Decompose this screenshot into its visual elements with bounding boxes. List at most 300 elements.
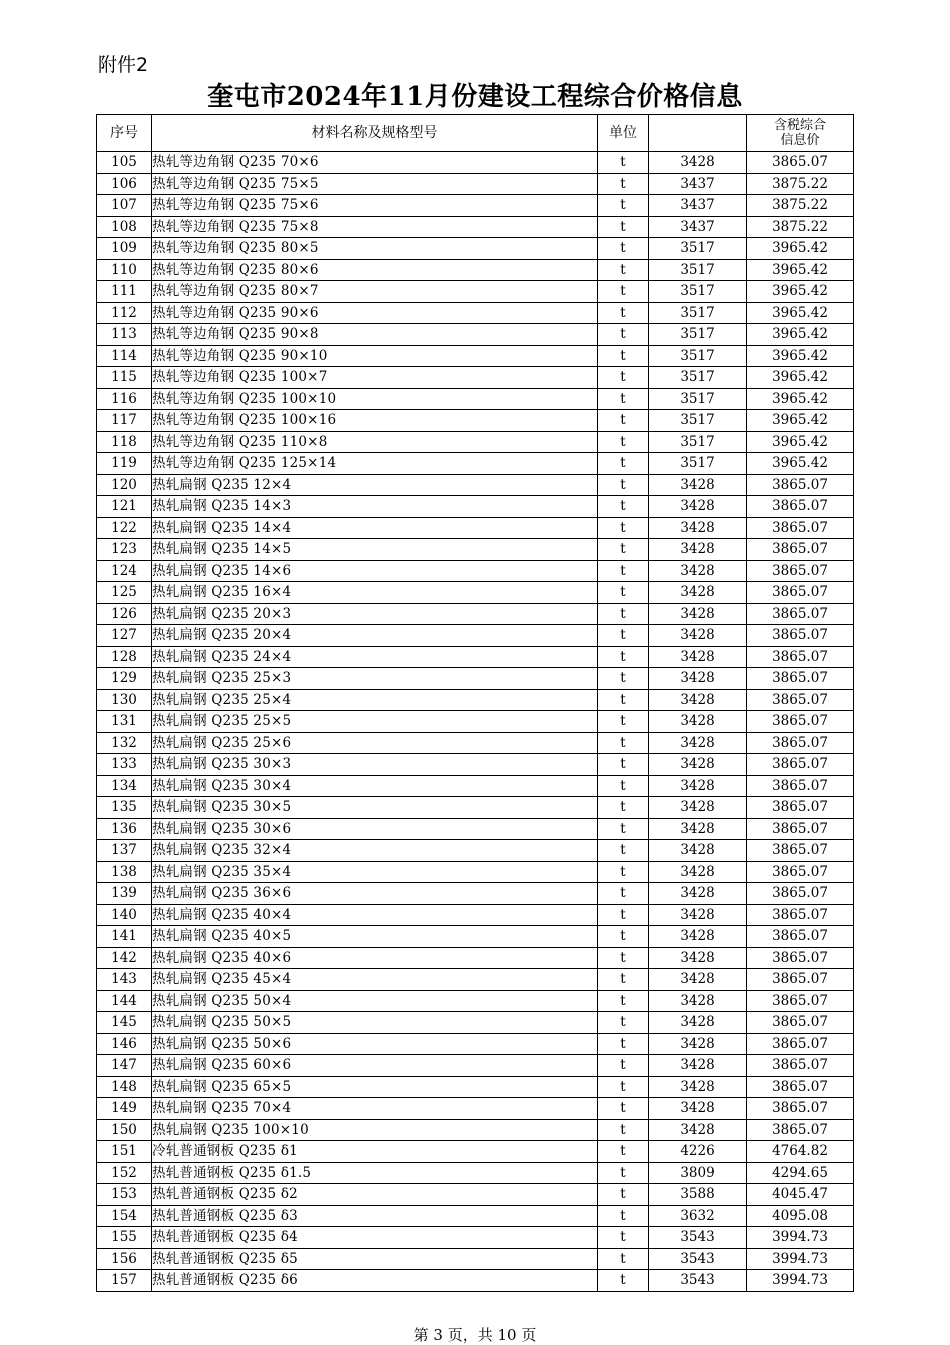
cell-name: 冷轧普通钢板 Q235 δ1	[152, 1141, 598, 1163]
cell-name: 热轧扁钢 Q235 30×6	[152, 818, 598, 840]
table-row	[97, 689, 854, 711]
cell-name: 热轧等边角钢 Q235 110×8	[152, 431, 598, 453]
cell-base-price: 3428	[649, 818, 747, 840]
cell-seq: 134	[97, 775, 152, 797]
cell-unit: t	[598, 1227, 649, 1249]
table-row	[97, 775, 854, 797]
cell-base-price: 3428	[649, 689, 747, 711]
cell-seq: 115	[97, 367, 152, 389]
cell-unit: t	[598, 646, 649, 668]
cell-base-price: 3428	[649, 517, 747, 539]
cell-base-price: 3428	[649, 969, 747, 991]
table-row	[97, 152, 854, 174]
cell-base-price: 3428	[649, 1119, 747, 1141]
cell-base-price: 3428	[649, 711, 747, 733]
cell-tax-price: 3965.42	[747, 410, 854, 432]
cell-unit: t	[598, 904, 649, 926]
cell-unit: t	[598, 1055, 649, 1077]
cell-tax-price: 3865.07	[747, 818, 854, 840]
cell-name: 热轧扁钢 Q235 20×4	[152, 625, 598, 647]
cell-unit: t	[598, 840, 649, 862]
cell-seq: 141	[97, 926, 152, 948]
cell-seq: 143	[97, 969, 152, 991]
cell-seq: 116	[97, 388, 152, 410]
cell-unit: t	[598, 603, 649, 625]
cell-seq: 129	[97, 668, 152, 690]
cell-name: 热轧普通钢板 Q235 δ5	[152, 1248, 598, 1270]
table-row	[97, 453, 854, 475]
table-row	[97, 388, 854, 410]
cell-base-price: 3809	[649, 1162, 747, 1184]
cell-seq: 124	[97, 560, 152, 582]
cell-seq: 154	[97, 1205, 152, 1227]
cell-seq: 137	[97, 840, 152, 862]
cell-tax-price: 3865.07	[747, 1012, 854, 1034]
cell-name: 热轧普通钢板 Q235 δ1.5	[152, 1162, 598, 1184]
cell-unit: t	[598, 238, 649, 260]
cell-tax-price: 3994.73	[747, 1270, 854, 1292]
table-row	[97, 496, 854, 518]
cell-base-price: 3428	[649, 947, 747, 969]
cell-name: 热轧扁钢 Q235 32×4	[152, 840, 598, 862]
cell-unit: t	[598, 732, 649, 754]
cell-seq: 151	[97, 1141, 152, 1163]
cell-unit: t	[598, 281, 649, 303]
cell-seq: 122	[97, 517, 152, 539]
cell-name: 热轧等边角钢 Q235 70×6	[152, 152, 598, 174]
header-price-line2: 信息价	[780, 133, 820, 148]
cell-unit: t	[598, 582, 649, 604]
cell-base-price: 3437	[649, 195, 747, 217]
cell-base-price: 3517	[649, 367, 747, 389]
cell-base-price: 3543	[649, 1270, 747, 1292]
cell-seq: 111	[97, 281, 152, 303]
cell-seq: 144	[97, 990, 152, 1012]
cell-name: 热轧等边角钢 Q235 75×6	[152, 195, 598, 217]
table-row	[97, 732, 854, 754]
cell-unit: t	[598, 539, 649, 561]
table-row	[97, 625, 854, 647]
cell-unit: t	[598, 818, 649, 840]
cell-name: 热轧扁钢 Q235 65×5	[152, 1076, 598, 1098]
header-unit: 单位	[598, 115, 649, 152]
cell-tax-price: 3865.07	[747, 904, 854, 926]
cell-tax-price: 3865.07	[747, 689, 854, 711]
cell-name: 热轧扁钢 Q235 14×5	[152, 539, 598, 561]
cell-name: 热轧扁钢 Q235 60×6	[152, 1055, 598, 1077]
cell-unit: t	[598, 1205, 649, 1227]
cell-base-price: 3428	[649, 861, 747, 883]
cell-unit: t	[598, 1162, 649, 1184]
cell-unit: t	[598, 367, 649, 389]
table-row	[97, 1248, 854, 1270]
cell-name: 热轧普通钢板 Q235 δ4	[152, 1227, 598, 1249]
cell-base-price: 3517	[649, 259, 747, 281]
header-name: 材料名称及规格型号	[152, 115, 598, 152]
cell-name: 热轧扁钢 Q235 20×3	[152, 603, 598, 625]
cell-seq: 132	[97, 732, 152, 754]
cell-name: 热轧普通钢板 Q235 δ3	[152, 1205, 598, 1227]
cell-name: 热轧扁钢 Q235 70×4	[152, 1098, 598, 1120]
cell-seq: 113	[97, 324, 152, 346]
table-row	[97, 861, 854, 883]
cell-name: 热轧等边角钢 Q235 80×5	[152, 238, 598, 260]
cell-tax-price: 3994.73	[747, 1227, 854, 1249]
cell-name: 热轧等边角钢 Q235 100×7	[152, 367, 598, 389]
cell-tax-price: 3875.22	[747, 216, 854, 238]
cell-tax-price: 4045.47	[747, 1184, 854, 1206]
table-row	[97, 797, 854, 819]
cell-unit: t	[598, 947, 649, 969]
cell-name: 热轧等边角钢 Q235 75×5	[152, 173, 598, 195]
table-row	[97, 195, 854, 217]
cell-unit: t	[598, 883, 649, 905]
cell-seq: 149	[97, 1098, 152, 1120]
cell-base-price: 3517	[649, 345, 747, 367]
cell-unit: t	[598, 496, 649, 518]
cell-seq: 146	[97, 1033, 152, 1055]
cell-unit: t	[598, 797, 649, 819]
cell-base-price: 3517	[649, 302, 747, 324]
cell-seq: 106	[97, 173, 152, 195]
cell-seq: 155	[97, 1227, 152, 1249]
cell-unit: t	[598, 1033, 649, 1055]
cell-unit: t	[598, 1119, 649, 1141]
cell-base-price: 3428	[649, 474, 747, 496]
cell-seq: 148	[97, 1076, 152, 1098]
cell-unit: t	[598, 302, 649, 324]
table-row	[97, 990, 854, 1012]
table-row	[97, 840, 854, 862]
cell-tax-price: 3865.07	[747, 947, 854, 969]
cell-name: 热轧扁钢 Q235 35×4	[152, 861, 598, 883]
cell-name: 热轧扁钢 Q235 40×6	[152, 947, 598, 969]
cell-unit: t	[598, 689, 649, 711]
table-row	[97, 1033, 854, 1055]
cell-unit: t	[598, 431, 649, 453]
cell-tax-price: 4294.65	[747, 1162, 854, 1184]
cell-name: 热轧普通钢板 Q235 δ6	[152, 1270, 598, 1292]
table-row	[97, 668, 854, 690]
cell-seq: 123	[97, 539, 152, 561]
cell-base-price: 3428	[649, 1033, 747, 1055]
cell-unit: t	[598, 775, 649, 797]
cell-tax-price: 3865.07	[747, 152, 854, 174]
cell-tax-price: 3965.42	[747, 388, 854, 410]
cell-unit: t	[598, 195, 649, 217]
cell-unit: t	[598, 324, 649, 346]
cell-tax-price: 3865.07	[747, 797, 854, 819]
cell-tax-price: 3865.07	[747, 861, 854, 883]
table-row	[97, 324, 854, 346]
cell-base-price: 3428	[649, 1055, 747, 1077]
cell-unit: t	[598, 517, 649, 539]
table-row	[97, 1098, 854, 1120]
cell-seq: 125	[97, 582, 152, 604]
cell-tax-price: 3865.07	[747, 775, 854, 797]
cell-base-price: 3517	[649, 431, 747, 453]
table-row	[97, 410, 854, 432]
cell-name: 热轧等边角钢 Q235 100×10	[152, 388, 598, 410]
cell-tax-price: 3865.07	[747, 1055, 854, 1077]
cell-tax-price: 3865.07	[747, 603, 854, 625]
cell-tax-price: 3865.07	[747, 1076, 854, 1098]
cell-name: 热轧扁钢 Q235 30×5	[152, 797, 598, 819]
cell-tax-price: 4095.08	[747, 1205, 854, 1227]
cell-unit: t	[598, 861, 649, 883]
cell-seq: 150	[97, 1119, 152, 1141]
table-row	[97, 1227, 854, 1249]
cell-base-price: 3428	[649, 775, 747, 797]
table-row	[97, 947, 854, 969]
cell-base-price: 3428	[649, 883, 747, 905]
cell-base-price: 3437	[649, 216, 747, 238]
table-row	[97, 216, 854, 238]
cell-name: 热轧扁钢 Q235 45×4	[152, 969, 598, 991]
cell-seq: 118	[97, 431, 152, 453]
cell-seq: 140	[97, 904, 152, 926]
cell-tax-price: 3865.07	[747, 1098, 854, 1120]
cell-seq: 139	[97, 883, 152, 905]
cell-base-price: 3428	[649, 646, 747, 668]
cell-tax-price: 3865.07	[747, 474, 854, 496]
cell-tax-price: 3865.07	[747, 754, 854, 776]
cell-seq: 107	[97, 195, 152, 217]
cell-name: 热轧扁钢 Q235 50×4	[152, 990, 598, 1012]
cell-base-price: 3517	[649, 281, 747, 303]
cell-base-price: 3632	[649, 1205, 747, 1227]
table-row	[97, 603, 854, 625]
table-row	[97, 259, 854, 281]
cell-seq: 121	[97, 496, 152, 518]
table-row	[97, 1012, 854, 1034]
cell-base-price: 3517	[649, 453, 747, 475]
cell-tax-price: 3965.42	[747, 302, 854, 324]
cell-base-price: 3428	[649, 560, 747, 582]
cell-tax-price: 3865.07	[747, 969, 854, 991]
cell-seq: 105	[97, 152, 152, 174]
table-row	[97, 539, 854, 561]
cell-tax-price: 3965.42	[747, 345, 854, 367]
cell-tax-price: 3865.07	[747, 883, 854, 905]
cell-unit: t	[598, 388, 649, 410]
cell-name: 热轧扁钢 Q235 14×4	[152, 517, 598, 539]
table-row	[97, 1119, 854, 1141]
cell-tax-price: 3865.07	[747, 517, 854, 539]
cell-base-price: 3543	[649, 1248, 747, 1270]
cell-unit: t	[598, 926, 649, 948]
cell-unit: t	[598, 1076, 649, 1098]
cell-seq: 108	[97, 216, 152, 238]
cell-name: 热轧等边角钢 Q235 100×16	[152, 410, 598, 432]
cell-seq: 119	[97, 453, 152, 475]
cell-name: 热轧扁钢 Q235 50×5	[152, 1012, 598, 1034]
header-base	[649, 115, 747, 152]
cell-seq: 110	[97, 259, 152, 281]
table-row	[97, 883, 854, 905]
table-row	[97, 1162, 854, 1184]
cell-base-price: 3428	[649, 582, 747, 604]
cell-seq: 126	[97, 603, 152, 625]
cell-name: 热轧普通钢板 Q235 δ2	[152, 1184, 598, 1206]
table-row	[97, 818, 854, 840]
cell-base-price: 3428	[649, 603, 747, 625]
cell-base-price: 3588	[649, 1184, 747, 1206]
cell-seq: 157	[97, 1270, 152, 1292]
table-row	[97, 754, 854, 776]
cell-base-price: 3428	[649, 1098, 747, 1120]
table-row	[97, 969, 854, 991]
table-row	[97, 582, 854, 604]
attachment-label: 附件2	[98, 54, 149, 76]
cell-base-price: 3517	[649, 410, 747, 432]
cell-tax-price: 3865.07	[747, 1033, 854, 1055]
cell-seq: 120	[97, 474, 152, 496]
cell-name: 热轧扁钢 Q235 25×6	[152, 732, 598, 754]
table-row	[97, 431, 854, 453]
cell-base-price: 3437	[649, 173, 747, 195]
cell-tax-price: 3865.07	[747, 732, 854, 754]
cell-tax-price: 3865.07	[747, 646, 854, 668]
cell-base-price: 3428	[649, 732, 747, 754]
cell-seq: 153	[97, 1184, 152, 1206]
table-row	[97, 1076, 854, 1098]
cell-unit: t	[598, 474, 649, 496]
cell-seq: 114	[97, 345, 152, 367]
cell-tax-price: 3875.22	[747, 173, 854, 195]
cell-seq: 142	[97, 947, 152, 969]
cell-seq: 135	[97, 797, 152, 819]
cell-tax-price: 3965.42	[747, 281, 854, 303]
cell-unit: t	[598, 1141, 649, 1163]
cell-unit: t	[598, 969, 649, 991]
cell-name: 热轧扁钢 Q235 30×3	[152, 754, 598, 776]
cell-name: 热轧扁钢 Q235 36×6	[152, 883, 598, 905]
cell-seq: 138	[97, 861, 152, 883]
cell-base-price: 3428	[649, 539, 747, 561]
cell-seq: 145	[97, 1012, 152, 1034]
cell-seq: 112	[97, 302, 152, 324]
cell-unit: t	[598, 1248, 649, 1270]
cell-tax-price: 3965.42	[747, 453, 854, 475]
cell-name: 热轧扁钢 Q235 25×4	[152, 689, 598, 711]
table-row	[97, 904, 854, 926]
cell-unit: t	[598, 259, 649, 281]
cell-seq: 136	[97, 818, 152, 840]
cell-unit: t	[598, 173, 649, 195]
cell-tax-price: 3865.07	[747, 496, 854, 518]
header-price	[747, 115, 854, 152]
cell-base-price: 3517	[649, 388, 747, 410]
cell-tax-price: 3865.07	[747, 582, 854, 604]
cell-unit: t	[598, 1184, 649, 1206]
header-price-line1: 含税综合	[773, 118, 826, 133]
cell-base-price: 3428	[649, 926, 747, 948]
cell-tax-price: 3965.42	[747, 259, 854, 281]
cell-base-price: 4226	[649, 1141, 747, 1163]
table-row	[97, 302, 854, 324]
cell-seq: 109	[97, 238, 152, 260]
cell-unit: t	[598, 1270, 649, 1292]
price-table	[96, 114, 854, 1292]
cell-name: 热轧等边角钢 Q235 80×7	[152, 281, 598, 303]
cell-name: 热轧等边角钢 Q235 90×10	[152, 345, 598, 367]
cell-base-price: 3543	[649, 1227, 747, 1249]
cell-name: 热轧扁钢 Q235 50×6	[152, 1033, 598, 1055]
cell-tax-price: 3865.07	[747, 990, 854, 1012]
table-row	[97, 1141, 854, 1163]
cell-name: 热轧扁钢 Q235 25×5	[152, 711, 598, 733]
cell-seq: 127	[97, 625, 152, 647]
page-footer: 第 3 页，共 10 页	[413, 1326, 537, 1344]
table-row	[97, 173, 854, 195]
cell-tax-price: 3965.42	[747, 367, 854, 389]
cell-name: 热轧等边角钢 Q235 75×8	[152, 216, 598, 238]
cell-base-price: 3428	[649, 625, 747, 647]
table-row	[97, 1055, 854, 1077]
cell-unit: t	[598, 754, 649, 776]
cell-base-price: 3428	[649, 1012, 747, 1034]
cell-tax-price: 3965.42	[747, 238, 854, 260]
cell-base-price: 3428	[649, 1076, 747, 1098]
cell-base-price: 3517	[649, 238, 747, 260]
cell-unit: t	[598, 990, 649, 1012]
cell-name: 热轧扁钢 Q235 40×4	[152, 904, 598, 926]
cell-name: 热轧等边角钢 Q235 90×8	[152, 324, 598, 346]
cell-tax-price: 3865.07	[747, 625, 854, 647]
page-title: 奎屯市2024年11月份建设工程综合价格信息	[207, 82, 743, 112]
cell-tax-price: 3965.42	[747, 324, 854, 346]
cell-base-price: 3428	[649, 152, 747, 174]
cell-tax-price: 3875.22	[747, 195, 854, 217]
cell-unit: t	[598, 560, 649, 582]
cell-base-price: 3517	[649, 324, 747, 346]
cell-seq: 156	[97, 1248, 152, 1270]
cell-name: 热轧等边角钢 Q235 90×6	[152, 302, 598, 324]
cell-base-price: 3428	[649, 668, 747, 690]
cell-tax-price: 4764.82	[747, 1141, 854, 1163]
cell-tax-price: 3994.73	[747, 1248, 854, 1270]
cell-name: 热轧扁钢 Q235 40×5	[152, 926, 598, 948]
cell-tax-price: 3865.07	[747, 560, 854, 582]
cell-unit: t	[598, 1012, 649, 1034]
cell-base-price: 3428	[649, 754, 747, 776]
cell-tax-price: 3865.07	[747, 539, 854, 561]
table-row	[97, 646, 854, 668]
cell-unit: t	[598, 1098, 649, 1120]
cell-seq: 128	[97, 646, 152, 668]
cell-unit: t	[598, 668, 649, 690]
cell-unit: t	[598, 410, 649, 432]
table-row	[97, 1270, 854, 1292]
table-row	[97, 1205, 854, 1227]
cell-tax-price: 3865.07	[747, 926, 854, 948]
cell-seq: 152	[97, 1162, 152, 1184]
cell-tax-price: 3865.07	[747, 840, 854, 862]
cell-seq: 117	[97, 410, 152, 432]
cell-name: 热轧扁钢 Q235 30×4	[152, 775, 598, 797]
cell-name: 热轧扁钢 Q235 14×3	[152, 496, 598, 518]
cell-tax-price: 3865.07	[747, 1119, 854, 1141]
cell-tax-price: 3865.07	[747, 668, 854, 690]
table-row	[97, 474, 854, 496]
cell-unit: t	[598, 711, 649, 733]
cell-tax-price: 3865.07	[747, 711, 854, 733]
cell-base-price: 3428	[649, 990, 747, 1012]
cell-seq: 147	[97, 1055, 152, 1077]
cell-unit: t	[598, 453, 649, 475]
header-seq: 序号	[97, 115, 152, 152]
